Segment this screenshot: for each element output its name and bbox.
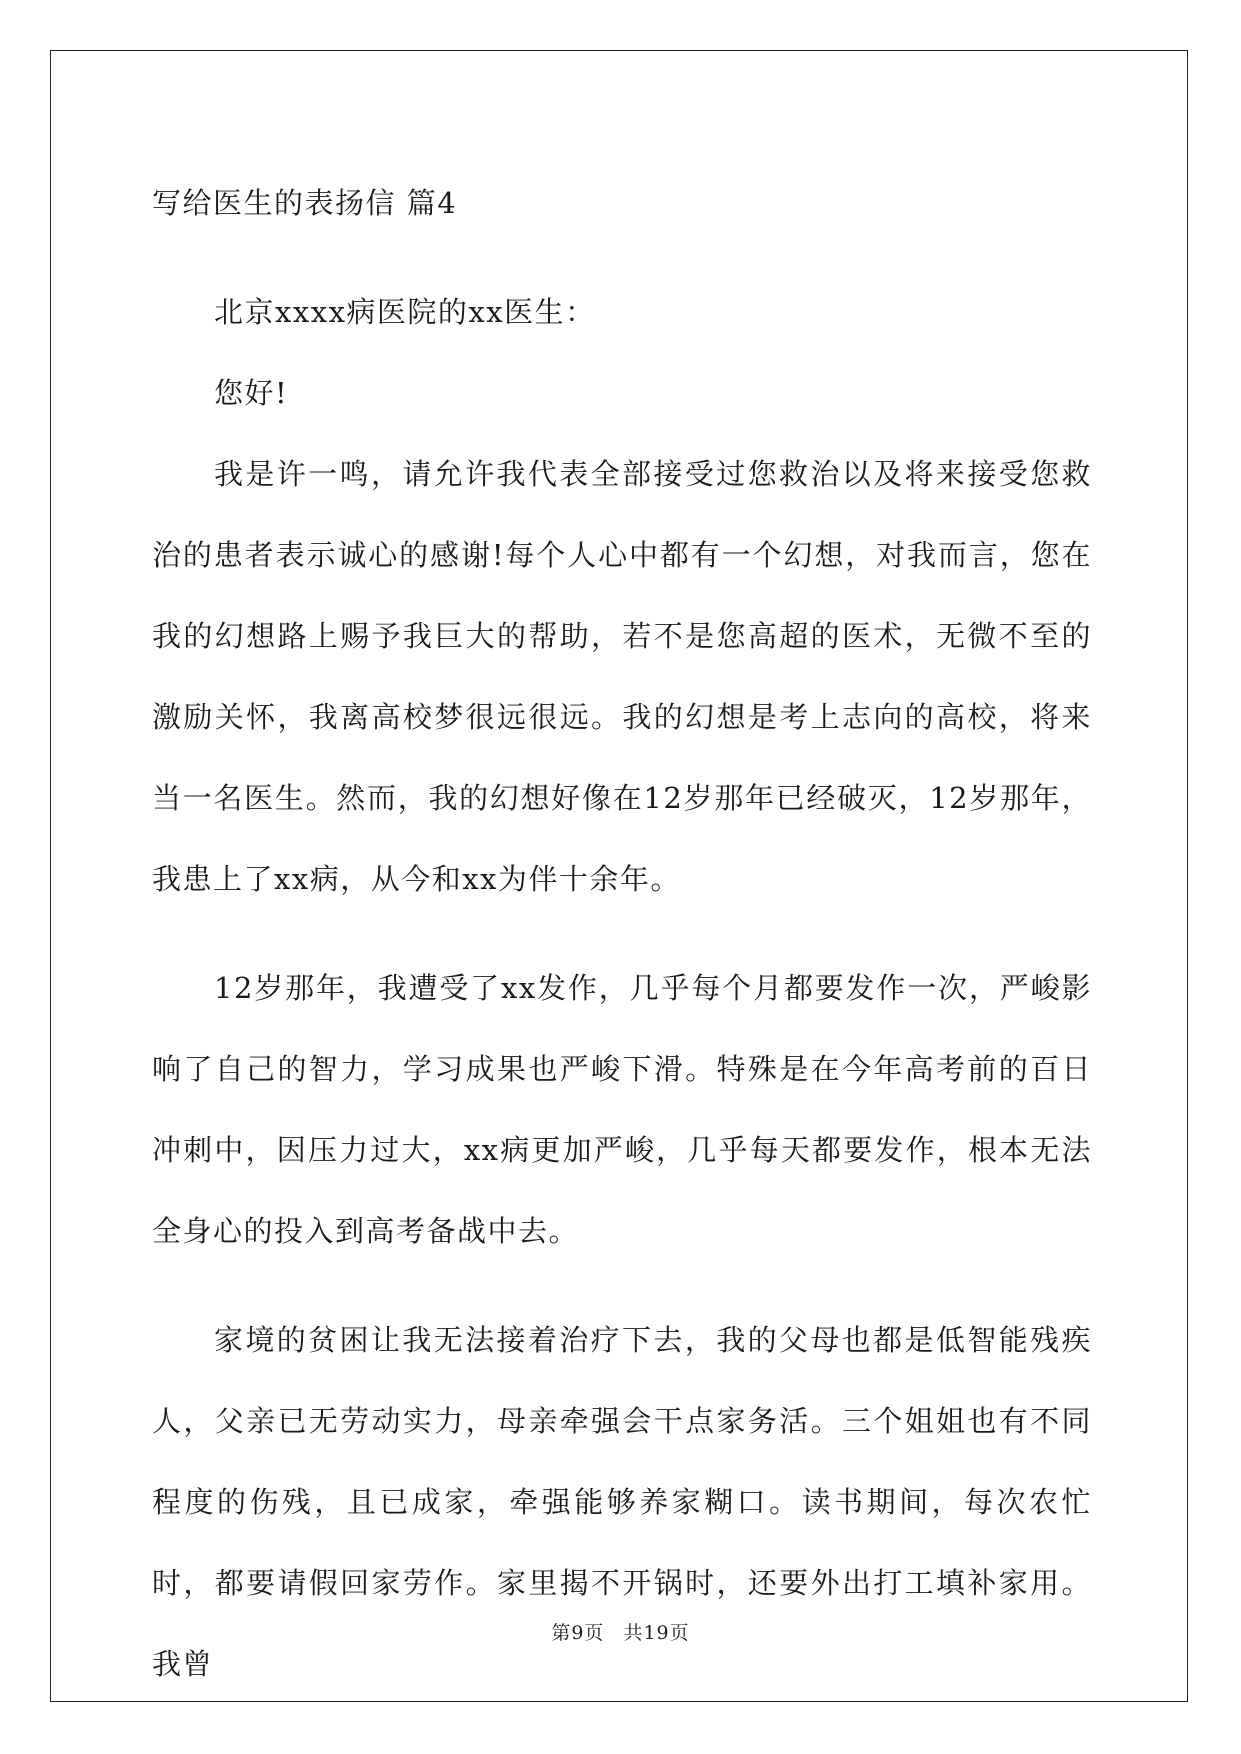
document-title: 写给医生的表扬信 篇4 xyxy=(152,186,458,220)
greeting: 您好! xyxy=(214,376,289,410)
page-footer xyxy=(0,1618,1241,1645)
paragraph-1: 我是许一鸣，请允许我代表全部接受过您救治以及将来接受您救治的患者表示诚心的感谢!每个人心中都有一个幻想，对我而言，您在我的幻想路上赐予我巨大的帮助，若不是您高超的医术，无微不至的激励关怀，我离高校梦很远很远。我的幻想是考上志向的高校，将来当一名医生。然而，我的幻想好像在12岁那年已经破灭，12岁那年，我患上了xx病，从今和xx为伴十余年。 xyxy=(152,457,1092,896)
paragraph-3: 家境的贫困让我无法接着治疗下去，我的父母也都是低智能残疾人，父亲已无劳动实力，母亲牵强会干点家务活。三个姐姐也有不同程度的伤残，且已成家，牵强能够养家糊口。读书期间，每次农忙时，都要请假回家劳作。家里揭不开锅时，还要外出打工填补家用。我曾 xyxy=(152,1323,1092,1681)
salutation: 北京xxxx病医院的xx医生： xyxy=(214,295,596,329)
page-number: 第9页 xyxy=(551,1622,605,1644)
page-total: 共19页 xyxy=(623,1622,690,1644)
paragraph-2: 12岁那年，我遭受了xx发作，几乎每个月都要发作一次，严峻影响了自己的智力，学习成果也严峻下滑。特殊是在今年高考前的百日冲刺中，因压力过大，xx病更加严峻，几乎每天都要发作，根本无法全身心的投入到高考备战中去。 xyxy=(152,971,1092,1248)
document-body xyxy=(152,163,1092,1705)
